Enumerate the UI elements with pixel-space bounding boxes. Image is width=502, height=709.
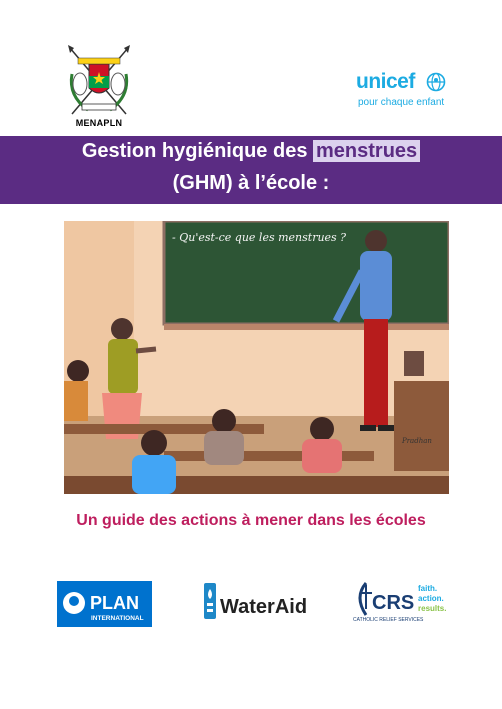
plan-name: PLAN <box>90 593 139 613</box>
title-highlight: menstrues <box>313 140 420 162</box>
wateraid-name: WaterAid <box>220 596 308 618</box>
unicef-tagline: pour chaque enfant <box>358 97 445 108</box>
plan-international-logo <box>57 581 152 627</box>
title-line-1-prefix: Gestion hygiénique des <box>81 140 313 162</box>
globe-icon <box>426 72 446 92</box>
crs-name: CRS <box>372 592 415 614</box>
crs-tag-faith: faith. <box>418 584 438 593</box>
crs-tag-action: action. <box>418 594 444 603</box>
crs-tag-results: results. <box>418 604 447 613</box>
classroom-illustration <box>64 221 449 494</box>
plan-sub: INTERNATIONAL <box>91 615 144 622</box>
unicef-logo <box>356 70 456 116</box>
crest-label: MENAPLN <box>75 118 123 128</box>
title-line-2: (GHM) à l’école : <box>172 172 330 194</box>
illustration-signature: Pradhan <box>402 437 432 445</box>
crs-sub: CATHOLIC RELIEF SERVICES <box>353 617 424 623</box>
unicef-name: unicef <box>356 70 415 93</box>
title-line-1 <box>0 140 502 163</box>
subtitle: Un guide des actions à mener dans les écoles <box>76 512 426 529</box>
crs-logo <box>352 577 457 623</box>
blackboard-text: - Qu'est-ce que les menstrues ? <box>172 231 347 244</box>
wateraid-logo <box>204 583 314 621</box>
